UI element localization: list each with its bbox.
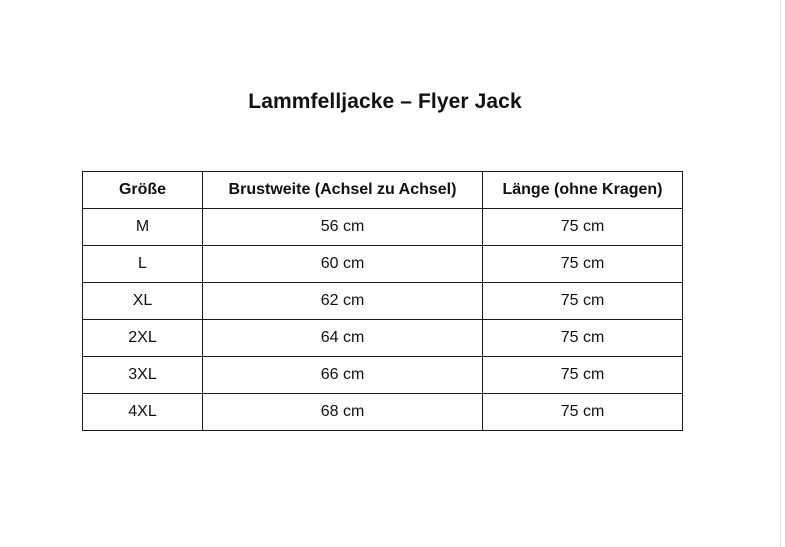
table-row bbox=[83, 320, 683, 357]
cell-size: 3XL bbox=[83, 357, 203, 394]
header-chest-width: Brustweite (Achsel zu Achsel) bbox=[203, 172, 483, 209]
cell-length: 75 cm bbox=[483, 394, 683, 431]
cell-size: 2XL bbox=[83, 320, 203, 357]
cell-chest-width: 68 cm bbox=[203, 394, 483, 431]
cell-chest-width: 60 cm bbox=[203, 246, 483, 283]
size-table bbox=[82, 171, 683, 431]
cell-size: XL bbox=[83, 283, 203, 320]
header-size: Größe bbox=[83, 172, 203, 209]
cell-size: M bbox=[83, 209, 203, 246]
table-row bbox=[83, 209, 683, 246]
table-header-row bbox=[83, 172, 683, 209]
cell-chest-width: 56 cm bbox=[203, 209, 483, 246]
table-row bbox=[83, 246, 683, 283]
table-row bbox=[83, 283, 683, 320]
table-row bbox=[83, 394, 683, 431]
cell-size: 4XL bbox=[83, 394, 203, 431]
cell-length: 75 cm bbox=[483, 246, 683, 283]
cell-chest-width: 66 cm bbox=[203, 357, 483, 394]
cell-chest-width: 62 cm bbox=[203, 283, 483, 320]
page-edge-divider bbox=[780, 0, 781, 547]
header-length: Länge (ohne Kragen) bbox=[483, 172, 683, 209]
cell-length: 75 cm bbox=[483, 357, 683, 394]
table-row bbox=[83, 357, 683, 394]
cell-size: L bbox=[83, 246, 203, 283]
cell-length: 75 cm bbox=[483, 209, 683, 246]
document-title: Lammfelljacke – Flyer Jack bbox=[248, 90, 522, 113]
cell-chest-width: 64 cm bbox=[203, 320, 483, 357]
cell-length: 75 cm bbox=[483, 320, 683, 357]
cell-length: 75 cm bbox=[483, 283, 683, 320]
